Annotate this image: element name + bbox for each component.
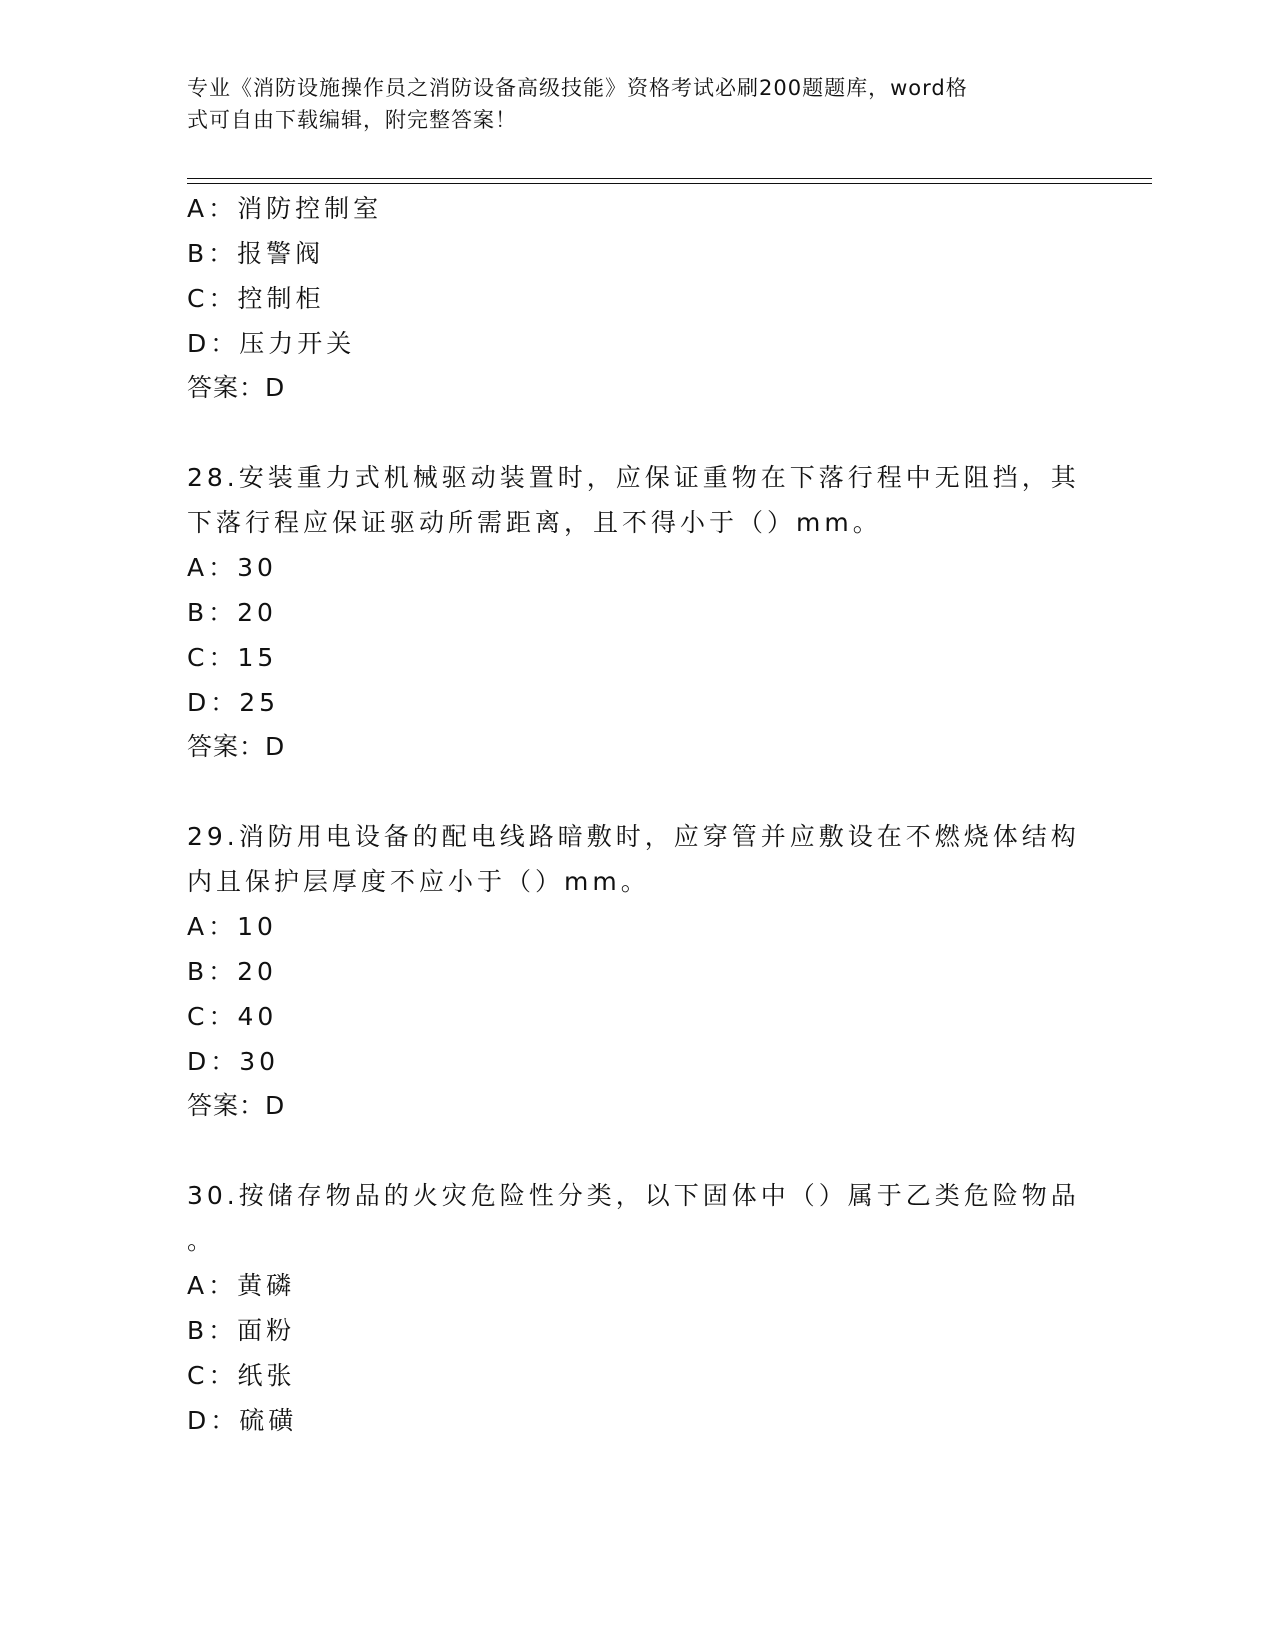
q30-stem-line-1: 30.按储存物品的火灾危险性分类，以下固体中（）属于乙类危险物品 <box>187 1181 1080 1210</box>
q29-option-a: A：10 <box>187 912 277 941</box>
q30-option-c: C：纸张 <box>187 1361 296 1390</box>
q28-stem-line-2: 下落行程应保证驱动所需距离，且不得小于（）mm。 <box>187 508 882 537</box>
q29-option-c: C：40 <box>187 1002 278 1031</box>
prev-answer: 答案：D <box>187 373 286 402</box>
q30-option-d: D：硫磺 <box>187 1406 298 1435</box>
prev-option-a: A：消防控制室 <box>187 194 383 223</box>
q29-answer: 答案：D <box>187 1091 286 1120</box>
header-line-1: 专业《消防设施操作员之消防设备高级技能》资格考试必刷200题题库，word格 <box>187 76 968 100</box>
q28-option-b: B：20 <box>187 598 277 627</box>
q29-option-d: D：30 <box>187 1047 280 1076</box>
q30-option-a: A：黄磷 <box>187 1271 296 1300</box>
header-line-2: 式可自由下载编辑，附完整答案！ <box>187 108 517 132</box>
q28-option-d: D：25 <box>187 688 280 717</box>
q28-option-c: C：15 <box>187 643 278 672</box>
q29-stem-line-2: 内且保护层厚度不应小于（）mm。 <box>187 867 650 896</box>
document-header <box>187 72 1067 136</box>
prev-option-d: D：压力开关 <box>187 329 356 358</box>
q29-option-b: B：20 <box>187 957 277 986</box>
q28-answer: 答案：D <box>187 732 286 761</box>
header-divider-bottom <box>187 183 1152 184</box>
q30-option-b: B：面粉 <box>187 1316 296 1345</box>
q28-option-a: A：30 <box>187 553 277 582</box>
prev-option-b: B：报警阀 <box>187 239 325 268</box>
prev-option-c: C：控制柜 <box>187 284 325 313</box>
q29-stem-line-1: 29.消防用电设备的配电线路暗敷时，应穿管并应敷设在不燃烧体结构 <box>187 822 1080 851</box>
header-divider-top <box>187 178 1152 179</box>
q28-stem-line-1: 28.安装重力式机械驱动装置时，应保证重物在下落行程中无阻挡，其 <box>187 463 1080 492</box>
q30-stem-line-2: 。 <box>187 1226 217 1255</box>
